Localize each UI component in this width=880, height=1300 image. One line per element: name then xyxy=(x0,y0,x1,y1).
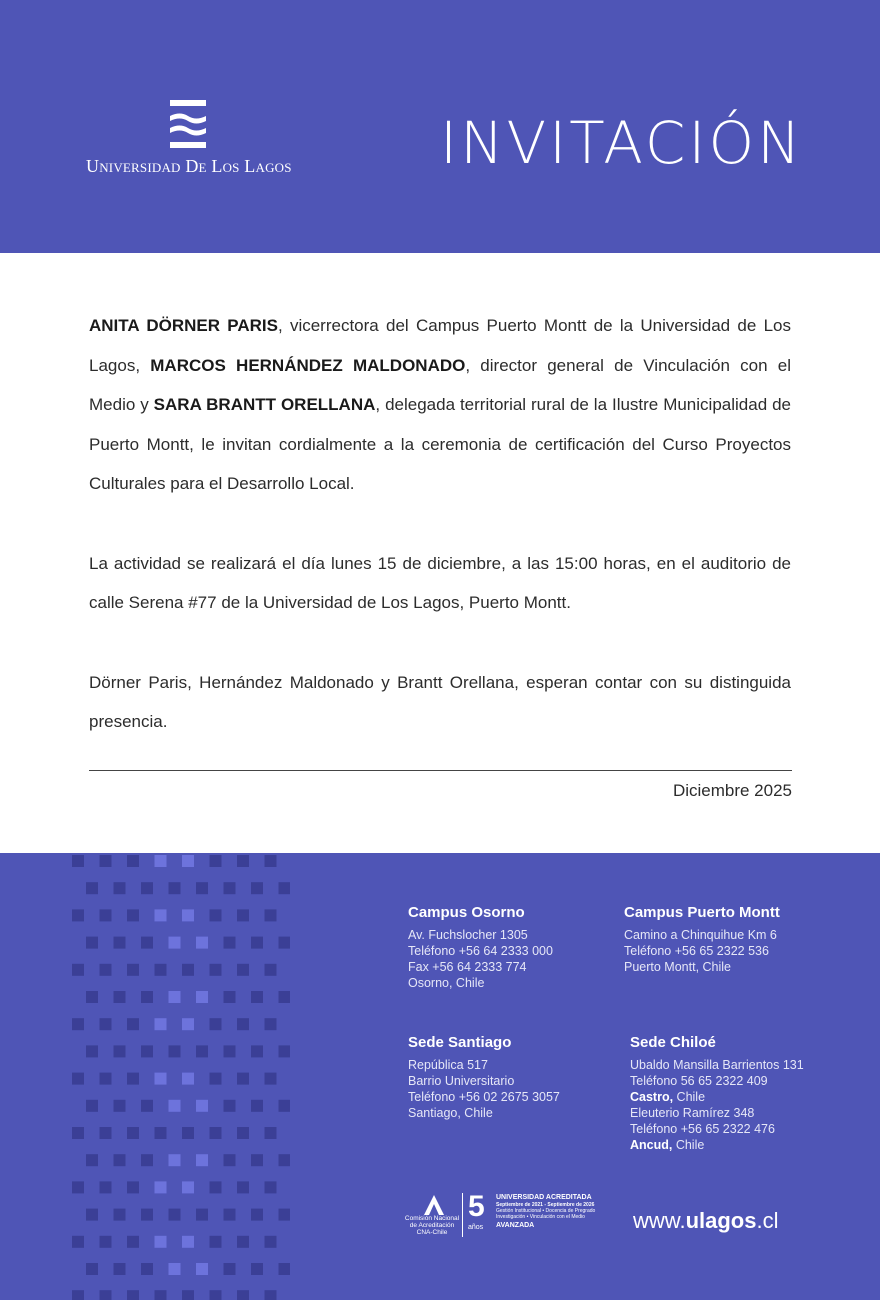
pattern-square xyxy=(224,1263,236,1275)
pattern-square xyxy=(210,855,222,867)
pattern-square xyxy=(86,991,98,1003)
pattern-square xyxy=(114,937,126,949)
campus-name: Campus Puerto Montt xyxy=(624,904,780,921)
pattern-square xyxy=(279,1154,291,1166)
pattern-square xyxy=(86,1100,98,1112)
pattern-square xyxy=(210,1018,222,1030)
campus-address-2: Eleuterio Ramírez 348 xyxy=(630,1106,755,1120)
pattern-square xyxy=(251,1100,263,1112)
pattern-square xyxy=(169,1045,181,1057)
pattern-square xyxy=(265,1181,277,1193)
pattern-square xyxy=(100,1073,112,1085)
decorative-pattern xyxy=(0,853,290,1300)
pattern-square xyxy=(100,1127,112,1139)
pattern-square xyxy=(182,855,194,867)
pattern-square xyxy=(155,1073,167,1085)
accreditation-areas: Gestión Institucional • Docencia de Pregrado xyxy=(496,1208,596,1214)
pattern-square xyxy=(114,882,126,894)
city-name: Ancud, xyxy=(630,1138,673,1152)
years-word: años xyxy=(468,1224,484,1231)
pattern-square xyxy=(86,1263,98,1275)
pattern-square xyxy=(155,964,167,976)
accreditation-areas: Investigación • Vinculación con el Medio xyxy=(496,1214,585,1220)
cna-line: Comisión Nacional xyxy=(404,1215,460,1222)
pattern-square xyxy=(141,937,153,949)
accreditation-details xyxy=(496,1193,608,1231)
website-suffix: .cl xyxy=(756,1208,779,1233)
pattern-square xyxy=(127,1073,139,1085)
pattern-square xyxy=(237,964,249,976)
pattern-square xyxy=(237,1236,249,1248)
pattern-square xyxy=(210,1290,222,1300)
pattern-square xyxy=(141,991,153,1003)
pattern-square xyxy=(196,1154,208,1166)
pattern-square xyxy=(279,1263,291,1275)
footer xyxy=(0,853,880,1300)
pattern-square xyxy=(224,882,236,894)
campus-address: Av. Fuchslocher 1305 xyxy=(408,928,528,942)
campus-city xyxy=(630,1089,804,1105)
invitation-body xyxy=(89,306,791,782)
pattern-square xyxy=(265,1018,277,1030)
cna-line: de Acreditación xyxy=(409,1222,455,1229)
pattern-square xyxy=(114,1209,126,1221)
pattern-square xyxy=(100,1018,112,1030)
country-name: Chile xyxy=(672,1138,705,1152)
pattern-square xyxy=(265,909,277,921)
university-logo-icon xyxy=(168,100,208,148)
pattern-square xyxy=(127,1236,139,1248)
host-name: ANITA DÖRNER PARIS xyxy=(89,316,278,335)
campus-name: Campus Osorno xyxy=(408,904,525,921)
pattern-square xyxy=(237,855,249,867)
university-logo-text: Universidad De Los Lagos xyxy=(86,156,292,176)
pattern-square xyxy=(72,1018,84,1030)
campus-phone-2: Teléfono +56 65 2322 476 xyxy=(630,1122,775,1136)
campus-phone: Teléfono +56 64 2333 000 xyxy=(408,944,553,958)
campus-city: Osorno, Chile xyxy=(408,976,485,990)
page-title: INVITACIÓN xyxy=(440,109,804,177)
paragraph-text: , vicerrectora del Campus Puerto Montt de la Universidad de Los Lagos, xyxy=(89,316,791,375)
sede-santiago xyxy=(408,1034,560,1121)
pattern-square xyxy=(196,991,208,1003)
accreditation-badge xyxy=(404,1190,604,1241)
pattern-square xyxy=(224,1209,236,1221)
pattern-square xyxy=(237,909,249,921)
paragraph-closing: Dörner Paris, Hernández Maldonado y Brantt Orellana, esperan contar con su distinguida presencia. xyxy=(89,672,791,731)
pattern-square xyxy=(182,1236,194,1248)
badge-divider xyxy=(462,1193,463,1237)
pattern-square xyxy=(72,1073,84,1085)
campus-city-2 xyxy=(630,1137,804,1153)
campus-name: Sede Santiago xyxy=(408,1034,512,1051)
pattern-square xyxy=(265,1290,277,1300)
pattern-square xyxy=(86,1045,98,1057)
pattern-square xyxy=(210,1073,222,1085)
pattern-square xyxy=(114,1263,126,1275)
pattern-square xyxy=(210,1127,222,1139)
pattern-square xyxy=(237,1073,249,1085)
pattern-square xyxy=(72,1236,84,1248)
paragraph-text: , delegada territorial rural de la Ilustre Municipalidad de Puerto Montt, le invitan cordialmente a la ceremonia de certificación del Curso Proyectos Culturales para el Desarrollo Local. xyxy=(89,395,791,493)
campus-city: Puerto Montt, Chile xyxy=(624,960,731,974)
accreditation-level: AVANZADA xyxy=(496,1222,535,1229)
pattern-square xyxy=(114,1100,126,1112)
pattern-square xyxy=(169,1100,181,1112)
pattern-square xyxy=(251,991,263,1003)
pattern-square xyxy=(86,1209,98,1221)
pattern-square xyxy=(237,1290,249,1300)
pattern-square xyxy=(196,1045,208,1057)
pattern-square xyxy=(127,1181,139,1193)
pattern-square xyxy=(127,855,139,867)
invitation-date: Diciembre 2025 xyxy=(672,781,792,800)
pattern-square xyxy=(279,1209,291,1221)
campus-name: Sede Chiloé xyxy=(630,1034,716,1051)
campus-address-2: Barrio Universitario xyxy=(408,1074,515,1088)
pattern-square xyxy=(265,855,277,867)
pattern-square xyxy=(127,1018,139,1030)
pattern-square xyxy=(196,1209,208,1221)
website-link[interactable] xyxy=(633,1208,778,1234)
pattern-square xyxy=(100,1290,112,1300)
pattern-square xyxy=(210,1181,222,1193)
pattern-square xyxy=(279,1045,291,1057)
years-number: 5 xyxy=(468,1190,485,1223)
cna-logo-icon xyxy=(422,1195,446,1215)
pattern-square xyxy=(182,1181,194,1193)
website-domain: ulagos xyxy=(685,1208,757,1233)
pattern-square xyxy=(251,1263,263,1275)
campus-city: Santiago, Chile xyxy=(408,1106,493,1120)
pattern-square xyxy=(279,882,291,894)
pattern-square xyxy=(224,1100,236,1112)
paragraph-hosts xyxy=(89,306,791,504)
pattern-square xyxy=(114,1045,126,1057)
pattern-square xyxy=(182,1073,194,1085)
campus-phone: Teléfono +56 02 2675 3057 xyxy=(408,1090,560,1104)
campus-puerto-montt xyxy=(624,904,780,975)
pattern-square xyxy=(72,909,84,921)
pattern-square xyxy=(155,1127,167,1139)
pattern-square xyxy=(72,1290,84,1300)
pattern-square xyxy=(182,1127,194,1139)
campus-address: Ubaldo Mansilla Barrientos 131 xyxy=(630,1058,804,1072)
pattern-square xyxy=(100,909,112,921)
pattern-square xyxy=(141,1045,153,1057)
pattern-square xyxy=(182,1290,194,1300)
pattern-square xyxy=(169,882,181,894)
pattern-square xyxy=(224,937,236,949)
pattern-square xyxy=(72,855,84,867)
pattern-square xyxy=(224,1154,236,1166)
pattern-square xyxy=(155,909,167,921)
campus-phone: Teléfono 56 65 2322 409 xyxy=(630,1074,768,1088)
pattern-square xyxy=(100,1181,112,1193)
pattern-square xyxy=(141,882,153,894)
pattern-square xyxy=(100,855,112,867)
pattern-square xyxy=(169,1154,181,1166)
host-name: MARCOS HERNÁNDEZ MALDONADO xyxy=(150,355,466,375)
campus-fax: Fax +56 64 2333 774 xyxy=(408,960,527,974)
pattern-square xyxy=(141,1263,153,1275)
header-banner xyxy=(0,0,880,253)
divider xyxy=(89,770,792,771)
pattern-square xyxy=(72,964,84,976)
pattern-square xyxy=(265,964,277,976)
pattern-square xyxy=(127,909,139,921)
host-name: SARA BRANTT ORELLANA xyxy=(153,395,376,414)
pattern-square xyxy=(182,909,194,921)
pattern-square xyxy=(251,1209,263,1221)
cna-label xyxy=(404,1215,460,1236)
pattern-square xyxy=(279,991,291,1003)
pattern-square xyxy=(127,964,139,976)
pattern-square xyxy=(86,937,98,949)
pattern-square xyxy=(196,1263,208,1275)
pattern-square xyxy=(265,1236,277,1248)
pattern-square xyxy=(224,991,236,1003)
pattern-square xyxy=(237,1181,249,1193)
campus-address: Camino a Chinquihue Km 6 xyxy=(624,928,777,942)
pattern-square xyxy=(141,1209,153,1221)
campus-osorno xyxy=(408,904,553,991)
pattern-square xyxy=(127,1127,139,1139)
pattern-square xyxy=(196,937,208,949)
website-prefix: www. xyxy=(633,1208,686,1233)
pattern-square xyxy=(237,1127,249,1139)
pattern-square xyxy=(224,1045,236,1057)
pattern-square xyxy=(265,1073,277,1085)
pattern-square xyxy=(100,964,112,976)
pattern-square xyxy=(86,1154,98,1166)
pattern-square xyxy=(210,1236,222,1248)
pattern-square xyxy=(210,909,222,921)
pattern-square xyxy=(279,1100,291,1112)
pattern-square xyxy=(141,1154,153,1166)
pattern-square xyxy=(210,964,222,976)
sede-chiloe xyxy=(630,1034,804,1153)
pattern-square xyxy=(72,1127,84,1139)
pattern-square xyxy=(251,1154,263,1166)
pattern-square xyxy=(155,1236,167,1248)
pattern-square xyxy=(169,991,181,1003)
campus-address: República 517 xyxy=(408,1058,488,1072)
pattern-square xyxy=(182,1018,194,1030)
pattern-square xyxy=(155,855,167,867)
pattern-square xyxy=(182,964,194,976)
pattern-square xyxy=(169,937,181,949)
campus-phone: Teléfono +56 65 2322 536 xyxy=(624,944,769,958)
city-name: Castro, xyxy=(630,1090,674,1104)
pattern-square xyxy=(251,1045,263,1057)
pattern-square xyxy=(86,882,98,894)
pattern-square xyxy=(114,991,126,1003)
accreditation-heading: UNIVERSIDAD ACREDITADA xyxy=(496,1194,592,1201)
pattern-square xyxy=(155,1290,167,1300)
pattern-square xyxy=(127,1290,139,1300)
pattern-square xyxy=(169,1209,181,1221)
pattern-square xyxy=(155,1018,167,1030)
pattern-square xyxy=(100,1236,112,1248)
pattern-square xyxy=(196,882,208,894)
country-name: Chile xyxy=(673,1090,706,1104)
pattern-square xyxy=(196,1100,208,1112)
pattern-square xyxy=(265,1127,277,1139)
pattern-square xyxy=(237,1018,249,1030)
pattern-square xyxy=(251,937,263,949)
pattern-square xyxy=(251,882,263,894)
pattern-square xyxy=(72,1181,84,1193)
paragraph-text: , director general de Vinculación con el Medio y xyxy=(89,355,791,414)
pattern-square xyxy=(155,1181,167,1193)
pattern-square xyxy=(279,937,291,949)
cna-line: CNA-Chile xyxy=(416,1229,448,1236)
pattern-square xyxy=(169,1263,181,1275)
pattern-square xyxy=(141,1100,153,1112)
pattern-square xyxy=(114,1154,126,1166)
paragraph-details: La actividad se realizará el día lunes 15 de diciembre, a las 15:00 horas, en el auditorio de calle Serena #77 de la Universidad de Los Lagos, Puerto Montt. xyxy=(89,553,791,612)
accreditation-period: Septiembre de 2021 - Septiembre de 2026 xyxy=(496,1202,595,1208)
